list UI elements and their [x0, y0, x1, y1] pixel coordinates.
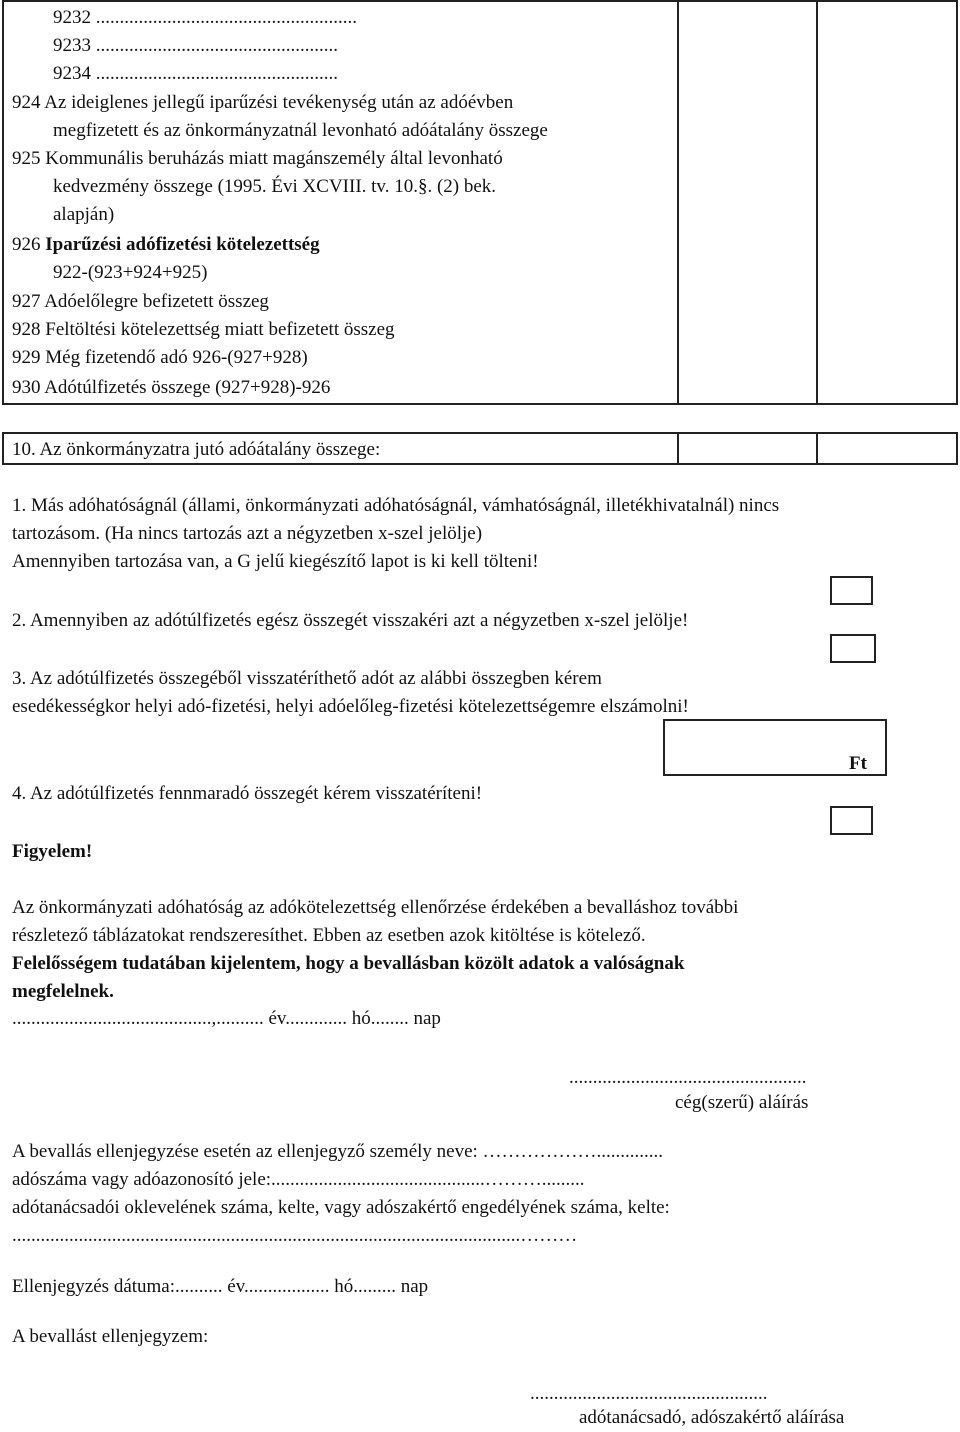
declaration-line2: megfelelnek. [12, 981, 114, 1002]
notice-line1: Az önkormányzati adóhatóság az adókötelezettség ellenőrzése érdekében a bevalláshoz további [12, 897, 739, 918]
row-929: 929 Még fizetendő adó 926-(927+928) [12, 347, 308, 368]
row-926-line2: 922-(923+924+925) [53, 262, 208, 283]
item3-line1: 3. Az adótúlfizetés összegéből visszatéríthető adót az alábbi összegben kérem [12, 668, 602, 689]
notice-line2: részletező táblázatokat rendszeresíthet. Ebben az esetben azok kitöltése is kötelező. [12, 925, 646, 946]
advisor-signature-dots: .................................................. [530, 1383, 768, 1404]
item2-checkbox[interactable] [830, 634, 876, 663]
row-925-line3: alapján) [53, 204, 115, 225]
row-928: 928 Feltöltési kötelezettség miatt befizetett összeg [12, 319, 395, 340]
row-926-line1 [12, 231, 320, 259]
row-925-line1: 925 Kommunális beruházás miatt magánszemély által levonható [12, 148, 503, 169]
row-930: 930 Adótúlfizetés összege (927+928)-926 [12, 377, 331, 398]
item4-checkbox[interactable] [830, 806, 873, 835]
row-9233: 9233 ................................................... [53, 35, 338, 56]
countersign-taxid-line: adószáma vagy adóazonosító jele:.............................................………......... [12, 1169, 585, 1190]
section10-label: 10. Az önkormányzatra jutó adóátalány összege: [12, 439, 381, 460]
declaration-line1: Felelősségem tudatában kijelentem, hogy a bevallásban közölt adatok a valóságnak [12, 953, 685, 974]
countersign-date-line: Ellenjegyzés dátuma:.......... év.................. hó......... nap [12, 1276, 429, 1297]
row-924-line1: 924 Az ideiglenes jellegű iparűzési tevékenység után az adóévben [12, 92, 514, 113]
countersign-statement: A bevallást ellenjegyzem: [12, 1326, 209, 1347]
item4-text: 4. Az adótúlfizetés fennmaradó összegét kérem visszatéríteni! [12, 783, 483, 804]
figyelem-heading: Figyelem! [12, 841, 93, 862]
item3-line2: esedékességkor helyi adó-fizetési, helyi adóelőleg-fizetési kötelezettségemre elszámolni! [12, 696, 689, 717]
signature-dots: .................................................. [569, 1067, 807, 1088]
row-926-number: 926 [12, 234, 46, 255]
item1-checkbox[interactable] [830, 576, 873, 605]
section10-amount-cell-1[interactable] [677, 432, 818, 465]
countersign-license-dots: ...........................................................................................................……… [12, 1225, 578, 1246]
section10-amount-cell-2[interactable] [816, 432, 958, 465]
item1-line3: Amennyiben tartozása van, a G jelű kiegészítő lapot is ki kell tölteni! [12, 551, 539, 572]
signature-label: cég(szerű) aláírás [675, 1092, 809, 1113]
row-9234: 9234 ................................................... [53, 63, 338, 84]
countersign-license-line: adótanácsadói oklevelének száma, kelte, vagy adószakértő engedélyének száma, kelte: [12, 1197, 670, 1218]
advisor-signature-label: adótanácsadó, adószakértő aláírása [579, 1407, 845, 1428]
row-9232: 9232 ....................................................... [53, 7, 357, 28]
table-col-amount-1[interactable] [677, 0, 818, 405]
table-col-amount-2[interactable] [816, 0, 958, 405]
row-927: 927 Adóelőlegre befizetett összeg [12, 291, 269, 312]
date-line: ..........................................,.......... év............. hó........ nap [12, 1008, 441, 1029]
ft-label: Ft [849, 753, 867, 774]
row-924-line2: megfizetett és az önkormányzatnál levonható adóátalány összege [53, 120, 548, 141]
item1-line1: 1. Más adóhatóságnál (állami, önkormányzati adóhatóságnál, vámhatóságnál, illetékhivatalnál) nincs [12, 495, 780, 516]
item2-text: 2. Amennyiben az adótúlfizetés egész összegét visszakéri azt a négyzetben x-szel jelölje! [12, 610, 689, 631]
item1-line2: tartozásom. (Ha nincs tartozás azt a négyzetben x-szel jelölje) [12, 523, 483, 544]
row-926-title: Iparűzési adófizetési kötelezettség [45, 234, 320, 255]
countersign-name-line: A bevallás ellenjegyzése esetén az ellenjegyző személy neve: ……………….............. [12, 1141, 664, 1162]
row-925-line2: kedvezmény összege (1995. Évi XCVIII. tv. 10.§. (2) bek. [53, 176, 497, 197]
